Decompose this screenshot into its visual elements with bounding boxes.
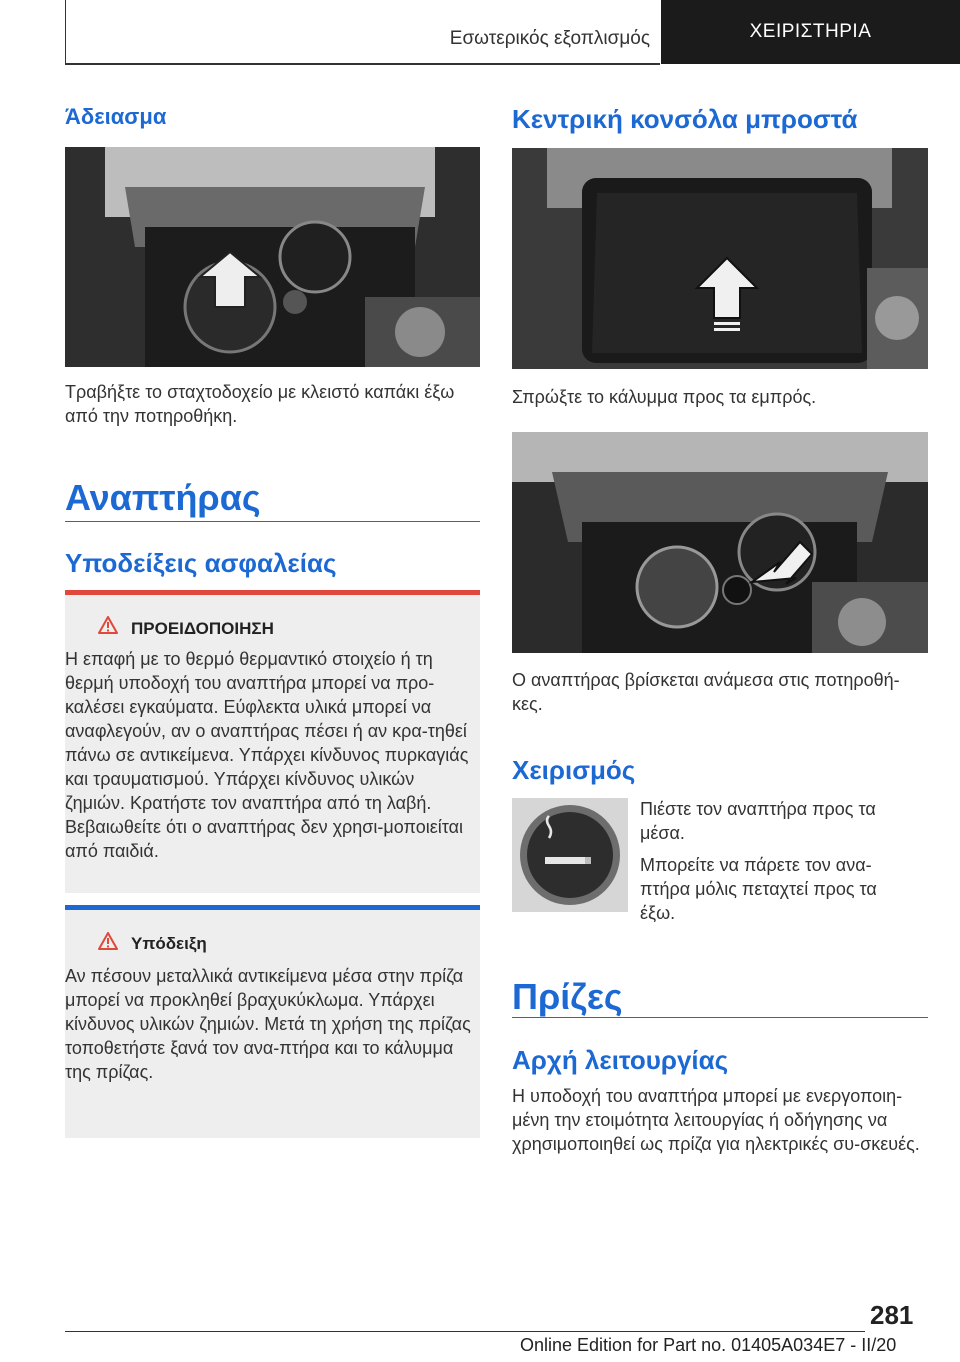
console-text: Σπρώξτε το κάλυμμα προς τα εμπρός. <box>512 387 817 407</box>
notice-text: Αν πέσουν μεταλλικά αντικείμενα μέσα στην πρίζα μπορεί να προκληθεί βραχυκύκλωμα. Υπάρχει κίνδυνος υλικών ζημιών. Μετά τη χρήση της πρίζας τοποθετήστε ξανά τον ανα-πτήρα και το κάλυμμα της πρίζας. <box>65 966 471 1082</box>
lighter-button-photo <box>512 798 628 912</box>
sockets-heading-rule <box>512 1017 928 1018</box>
lighter-heading: Αναπτήρας <box>65 477 261 518</box>
warning-text: Η επαφή με το θερμό θερμαντικό στοιχείο ή τη θερμή υποδοχή του αναπτήρα μπορεί να προ-καλέσει εγκαύματα. Εύφλεκτα υλικά μπορεί να αναφλεγούν, αν ο αναπτήρας πέσει ή αν κρα-τηθεί πάνω σε αντικείμενα. Υπάρχει κίνδυνος πυρκαγιάς και τραυματισμού. Υπάρχει κίνδυνος υλικών ζημιών. Κρατήστε τον αναπτήρα από τη λαβή. Βεβαιωθείτε ότι ο αναπτήρας δεν χρησι-μοποιείται από παιδιά. <box>65 649 469 861</box>
lighter-location-photo <box>512 432 928 653</box>
safety-heading: Υποδείξεις ασφαλείας <box>65 548 337 578</box>
operation-text-2: Μπορείτε να πάρετε τον ανα-πτήρα μόλις πεταχτεί προς τα έξω. <box>640 855 877 923</box>
header-divider-left <box>65 0 66 64</box>
operation-heading: Χειρισμός <box>512 755 636 785</box>
emptying-heading: Άδειασμα <box>65 104 167 129</box>
header-chapter-tab: ΧΕΙΡΙΣΤΗΡΙΑ <box>661 0 960 64</box>
sockets-heading: Πρίζες <box>512 976 623 1017</box>
warning-box <box>65 595 480 893</box>
principle-text: Η υποδοχή του αναπτήρα μπορεί με ενεργοποιη-μένη την ετοιμότητα λειτουργίας ή οδήγησης να χρησιμοποιηθεί ως πρίζα για ηλεκτρικές συ-σκευές. <box>512 1086 920 1154</box>
footer-rule <box>65 1331 865 1332</box>
emptying-text: Τραβήξτε το σταχτοδοχείο με κλειστό καπάκι έξω από την ποτηροθήκη. <box>65 382 455 426</box>
notice-triangle-icon <box>98 932 118 950</box>
console-cover-photo <box>512 148 928 369</box>
notice-title: Υπόδειξη <box>131 934 207 953</box>
lighter-button-illustration <box>512 798 628 912</box>
warning-title: ΠΡΟΕΙΔΟΠΟΙΗΣΗ <box>131 619 274 638</box>
ashtray-illustration <box>65 147 480 367</box>
lighter-location-illustration <box>512 432 928 653</box>
location-text: Ο αναπτήρας βρίσκεται ανάμεσα στις ποτηροθή-κες. <box>512 670 900 714</box>
console-cover-illustration <box>512 148 928 369</box>
page-number: 281 <box>870 1300 914 1330</box>
header-section-title: Εσωτερικός εξοπλισμός <box>449 28 650 49</box>
console-heading: Κεντρική κονσόλα μπροστά <box>512 104 858 134</box>
operation-text-1: Πιέστε τον αναπτήρα προς τα μέσα. <box>640 799 876 843</box>
notice-box <box>65 910 480 1138</box>
ashtray-photo <box>65 147 480 367</box>
principle-heading: Αρχή λειτουργίας <box>512 1045 729 1075</box>
footer-edition: Online Edition for Part no. 01405A034E7 - II/20 <box>520 1335 897 1355</box>
warning-triangle-icon <box>98 616 118 634</box>
lighter-heading-rule <box>65 521 480 522</box>
header-underline <box>65 63 660 65</box>
